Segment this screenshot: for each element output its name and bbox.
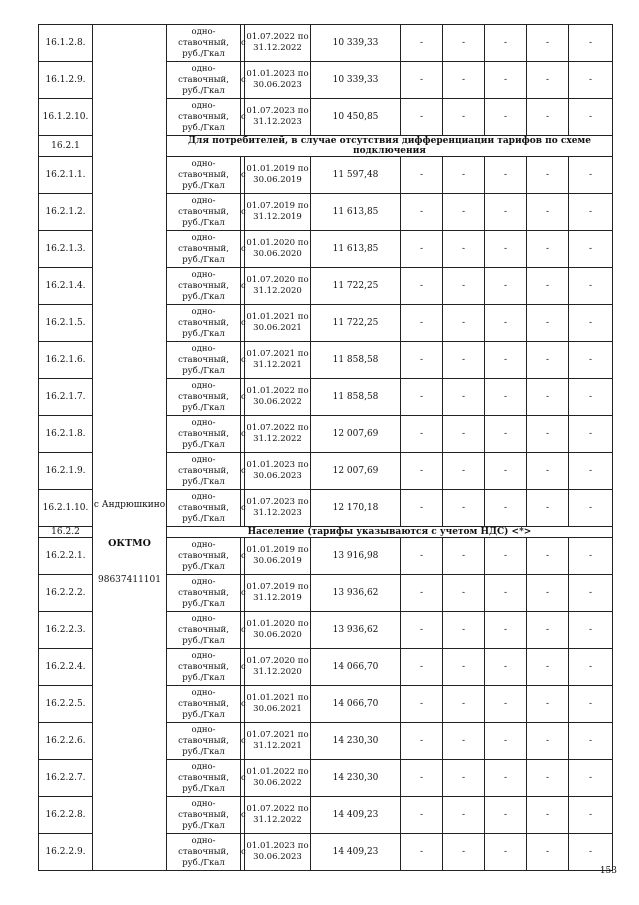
empty-value-cell: - xyxy=(401,99,443,136)
rate-type: одно-ставочный, руб./Гкал xyxy=(167,268,241,305)
empty-value-cell: - xyxy=(527,305,569,342)
tariff-value: 13 936,62 xyxy=(311,575,401,612)
tariff-value: 10 339,33 xyxy=(311,62,401,99)
rate-type: одно-ставочный, руб./Гкал xyxy=(167,194,241,231)
rate-type: одно-ставочный, руб./Гкал xyxy=(167,25,241,62)
period-prefix: с xyxy=(241,686,245,723)
empty-value-cell: - xyxy=(443,25,485,62)
row-number: 16.2.1.7. xyxy=(39,379,93,416)
row-number: 16.2.1.5. xyxy=(39,305,93,342)
empty-value-cell: - xyxy=(443,834,485,871)
rate-type: одно-ставочный, руб./Гкал xyxy=(167,723,241,760)
tariff-value: 11 613,85 xyxy=(311,231,401,268)
empty-value-cell: - xyxy=(485,194,527,231)
rate-type: одно-ставочный, руб./Гкал xyxy=(167,575,241,612)
empty-value-cell: - xyxy=(527,157,569,194)
period-prefix: с xyxy=(241,194,245,231)
tariff-value: 14 409,23 xyxy=(311,797,401,834)
tariff-value: 11 858,58 xyxy=(311,342,401,379)
empty-value-cell: - xyxy=(527,379,569,416)
period-prefix: с xyxy=(241,649,245,686)
empty-value-cell: - xyxy=(569,797,613,834)
empty-value-cell: - xyxy=(527,231,569,268)
empty-value-cell: - xyxy=(527,416,569,453)
tariff-value: 10 339,33 xyxy=(311,25,401,62)
empty-value-cell: - xyxy=(485,268,527,305)
rate-type: одно-ставочный, руб./Гкал xyxy=(167,649,241,686)
rate-type: одно-ставочный, руб./Гкал xyxy=(167,379,241,416)
period-dates: 01.01.2019 по 30.06.2019 xyxy=(245,538,311,575)
rate-type: одно-ставочный, руб./Гкал xyxy=(167,760,241,797)
empty-value-cell: - xyxy=(443,342,485,379)
section-number: 16.2.2 xyxy=(39,527,93,538)
period-dates: 01.07.2020 по 31.12.2020 xyxy=(245,649,311,686)
period-prefix: с xyxy=(241,490,245,527)
empty-value-cell: - xyxy=(401,490,443,527)
empty-value-cell: - xyxy=(401,231,443,268)
empty-value-cell: - xyxy=(401,157,443,194)
period-prefix: с xyxy=(241,453,245,490)
empty-value-cell: - xyxy=(443,612,485,649)
empty-value-cell: - xyxy=(401,649,443,686)
section-title: Для потребителей, в случае отсутствия дифференциации тарифов по схеме подключения xyxy=(167,136,613,157)
rate-type: одно-ставочный, руб./Гкал xyxy=(167,834,241,871)
oktmo-code: 98637411101 xyxy=(98,574,161,585)
empty-value-cell: - xyxy=(401,342,443,379)
period-prefix: с xyxy=(241,538,245,575)
period-dates: 01.01.2021 по 30.06.2021 xyxy=(245,305,311,342)
page-number: 153 xyxy=(599,866,617,876)
row-number: 16.2.2.1. xyxy=(39,538,93,575)
empty-value-cell: - xyxy=(527,25,569,62)
period-dates: 01.07.2022 по 31.12.2022 xyxy=(245,416,311,453)
empty-value-cell: - xyxy=(569,649,613,686)
empty-value-cell: - xyxy=(443,99,485,136)
empty-value-cell: - xyxy=(569,416,613,453)
empty-value-cell: - xyxy=(569,342,613,379)
empty-value-cell: - xyxy=(569,686,613,723)
empty-value-cell: - xyxy=(527,575,569,612)
tariff-row xyxy=(39,25,613,62)
tariff-value: 12 170,18 xyxy=(311,490,401,527)
empty-value-cell: - xyxy=(401,538,443,575)
empty-value-cell: - xyxy=(485,575,527,612)
row-number: 16.1.2.8. xyxy=(39,25,93,62)
period-prefix: с xyxy=(241,342,245,379)
row-number: 16.2.2.3. xyxy=(39,612,93,649)
period-prefix: с xyxy=(241,25,245,62)
section-title: Население (тарифы указываются с учетом НДС) <*> xyxy=(167,527,613,538)
period-prefix: с xyxy=(241,99,245,136)
empty-value-cell: - xyxy=(443,62,485,99)
empty-value-cell: - xyxy=(569,231,613,268)
row-number: 16.2.2.2. xyxy=(39,575,93,612)
row-number: 16.2.1.3. xyxy=(39,231,93,268)
rate-type: одно-ставочный, руб./Гкал xyxy=(167,62,241,99)
empty-value-cell: - xyxy=(569,760,613,797)
empty-value-cell: - xyxy=(443,686,485,723)
period-prefix: с xyxy=(241,797,245,834)
period-dates: 01.01.2023 по 30.06.2023 xyxy=(245,62,311,99)
row-number: 16.2.1.8. xyxy=(39,416,93,453)
empty-value-cell: - xyxy=(485,305,527,342)
period-prefix: с xyxy=(241,62,245,99)
empty-value-cell: - xyxy=(485,686,527,723)
period-prefix: с xyxy=(241,575,245,612)
empty-value-cell: - xyxy=(569,268,613,305)
period-prefix: с xyxy=(241,612,245,649)
municipality-cell xyxy=(93,25,167,871)
empty-value-cell: - xyxy=(569,575,613,612)
period-prefix: с xyxy=(241,268,245,305)
empty-value-cell: - xyxy=(527,490,569,527)
empty-value-cell: - xyxy=(485,538,527,575)
empty-value-cell: - xyxy=(485,25,527,62)
period-dates: 01.07.2019 по 31.12.2019 xyxy=(245,194,311,231)
empty-value-cell: - xyxy=(569,305,613,342)
municipality-block xyxy=(93,28,166,868)
empty-value-cell: - xyxy=(485,834,527,871)
empty-value-cell: - xyxy=(401,453,443,490)
empty-value-cell: - xyxy=(527,62,569,99)
empty-value-cell: - xyxy=(401,25,443,62)
empty-value-cell: - xyxy=(401,194,443,231)
period-prefix: с xyxy=(241,723,245,760)
empty-value-cell: - xyxy=(485,99,527,136)
empty-value-cell: - xyxy=(485,453,527,490)
rate-type: одно-ставочный, руб./Гкал xyxy=(167,342,241,379)
empty-value-cell: - xyxy=(527,342,569,379)
empty-value-cell: - xyxy=(569,834,613,871)
period-dates: 01.07.2021 по 31.12.2021 xyxy=(245,723,311,760)
empty-value-cell: - xyxy=(485,157,527,194)
empty-value-cell: - xyxy=(401,575,443,612)
period-prefix: с xyxy=(241,157,245,194)
empty-value-cell: - xyxy=(485,797,527,834)
period-dates: 01.01.2020 по 30.06.2020 xyxy=(245,612,311,649)
empty-value-cell: - xyxy=(485,723,527,760)
empty-value-cell: - xyxy=(485,379,527,416)
empty-value-cell: - xyxy=(443,416,485,453)
period-prefix: с xyxy=(241,416,245,453)
empty-value-cell: - xyxy=(569,612,613,649)
tariff-value: 14 066,70 xyxy=(311,686,401,723)
tariff-value: 11 722,25 xyxy=(311,305,401,342)
empty-value-cell: - xyxy=(401,760,443,797)
period-prefix: с xyxy=(241,834,245,871)
tariff-value: 13 936,62 xyxy=(311,612,401,649)
rate-type: одно-ставочный, руб./Гкал xyxy=(167,686,241,723)
empty-value-cell: - xyxy=(569,62,613,99)
empty-value-cell: - xyxy=(485,342,527,379)
rate-type: одно-ставочный, руб./Гкал xyxy=(167,797,241,834)
empty-value-cell: - xyxy=(527,760,569,797)
empty-value-cell: - xyxy=(401,686,443,723)
empty-value-cell: - xyxy=(569,453,613,490)
period-dates: 01.07.2023 по 31.12.2023 xyxy=(245,490,311,527)
tariff-value: 12 007,69 xyxy=(311,416,401,453)
period-prefix: с xyxy=(241,379,245,416)
empty-value-cell: - xyxy=(485,416,527,453)
empty-value-cell: - xyxy=(485,649,527,686)
empty-value-cell: - xyxy=(569,379,613,416)
tariff-value: 12 007,69 xyxy=(311,453,401,490)
empty-value-cell: - xyxy=(443,723,485,760)
empty-value-cell: - xyxy=(443,305,485,342)
rate-type: одно-ставочный, руб./Гкал xyxy=(167,490,241,527)
empty-value-cell: - xyxy=(527,194,569,231)
period-dates: 01.01.2023 по 30.06.2023 xyxy=(245,834,311,871)
empty-value-cell: - xyxy=(485,612,527,649)
empty-value-cell: - xyxy=(569,99,613,136)
rate-type: одно-ставочный, руб./Гкал xyxy=(167,612,241,649)
period-dates: 01.07.2019 по 31.12.2019 xyxy=(245,575,311,612)
period-dates: 01.01.2021 по 30.06.2021 xyxy=(245,686,311,723)
rate-type: одно-ставочный, руб./Гкал xyxy=(167,157,241,194)
rate-type: одно-ставочный, руб./Гкал xyxy=(167,453,241,490)
row-number: 16.2.1.9. xyxy=(39,453,93,490)
period-prefix: с xyxy=(241,760,245,797)
tariff-value: 11 722,25 xyxy=(311,268,401,305)
period-dates: 01.07.2022 по 31.12.2022 xyxy=(245,25,311,62)
tariff-value: 14 409,23 xyxy=(311,834,401,871)
row-number: 16.2.2.5. xyxy=(39,686,93,723)
rate-type: одно-ставочный, руб./Гкал xyxy=(167,231,241,268)
period-dates: 01.07.2022 по 31.12.2022 xyxy=(245,797,311,834)
empty-value-cell: - xyxy=(401,62,443,99)
empty-value-cell: - xyxy=(569,194,613,231)
period-dates: 01.01.2019 по 30.06.2019 xyxy=(245,157,311,194)
period-dates: 01.01.2022 по 30.06.2022 xyxy=(245,760,311,797)
period-prefix: с xyxy=(241,305,245,342)
period-dates: 01.07.2023 по 31.12.2023 xyxy=(245,99,311,136)
empty-value-cell: - xyxy=(401,379,443,416)
row-number: 16.1.2.10. xyxy=(39,99,93,136)
empty-value-cell: - xyxy=(527,99,569,136)
empty-value-cell: - xyxy=(527,649,569,686)
empty-value-cell: - xyxy=(527,723,569,760)
empty-value-cell: - xyxy=(401,797,443,834)
empty-value-cell: - xyxy=(443,194,485,231)
row-number: 16.2.1.1. xyxy=(39,157,93,194)
empty-value-cell: - xyxy=(443,575,485,612)
tariff-value: 11 613,85 xyxy=(311,194,401,231)
empty-value-cell: - xyxy=(485,760,527,797)
empty-value-cell: - xyxy=(443,760,485,797)
empty-value-cell: - xyxy=(443,453,485,490)
tariff-value: 14 066,70 xyxy=(311,649,401,686)
tariff-value: 10 450,85 xyxy=(311,99,401,136)
period-dates: 01.01.2022 по 30.06.2022 xyxy=(245,379,311,416)
tariff-table xyxy=(38,24,613,871)
empty-value-cell: - xyxy=(401,834,443,871)
empty-value-cell: - xyxy=(527,797,569,834)
empty-value-cell: - xyxy=(443,379,485,416)
empty-value-cell: - xyxy=(443,157,485,194)
rate-type: одно-ставочный, руб./Гкал xyxy=(167,305,241,342)
period-dates: 01.01.2023 по 30.06.2023 xyxy=(245,453,311,490)
rate-type: одно-ставочный, руб./Гкал xyxy=(167,416,241,453)
row-number: 16.2.2.7. xyxy=(39,760,93,797)
empty-value-cell: - xyxy=(569,490,613,527)
settlement-name: с Андрюшкино xyxy=(93,499,166,510)
empty-value-cell: - xyxy=(485,490,527,527)
empty-value-cell: - xyxy=(401,305,443,342)
empty-value-cell: - xyxy=(527,538,569,575)
empty-value-cell: - xyxy=(569,25,613,62)
row-number: 16.2.1.6. xyxy=(39,342,93,379)
empty-value-cell: - xyxy=(443,268,485,305)
period-dates: 01.07.2020 по 31.12.2020 xyxy=(245,268,311,305)
period-dates: 01.07.2021 по 31.12.2021 xyxy=(245,342,311,379)
empty-value-cell: - xyxy=(569,723,613,760)
row-number: 16.2.2.6. xyxy=(39,723,93,760)
rate-type: одно-ставочный, руб./Гкал xyxy=(167,99,241,136)
empty-value-cell: - xyxy=(443,231,485,268)
empty-value-cell: - xyxy=(569,157,613,194)
period-dates: 01.01.2020 по 30.06.2020 xyxy=(245,231,311,268)
empty-value-cell: - xyxy=(443,490,485,527)
tariff-value: 11 858,58 xyxy=(311,379,401,416)
empty-value-cell: - xyxy=(485,62,527,99)
tariff-value: 13 916,98 xyxy=(311,538,401,575)
section-number: 16.2.1 xyxy=(39,136,93,157)
empty-value-cell: - xyxy=(485,231,527,268)
row-number: 16.2.2.4. xyxy=(39,649,93,686)
empty-value-cell: - xyxy=(527,453,569,490)
empty-value-cell: - xyxy=(443,797,485,834)
empty-value-cell: - xyxy=(443,538,485,575)
tariff-value: 11 597,48 xyxy=(311,157,401,194)
empty-value-cell: - xyxy=(401,416,443,453)
row-number: 16.2.1.4. xyxy=(39,268,93,305)
rate-type: одно-ставочный, руб./Гкал xyxy=(167,538,241,575)
empty-value-cell: - xyxy=(569,538,613,575)
empty-value-cell: - xyxy=(401,268,443,305)
empty-value-cell: - xyxy=(527,686,569,723)
empty-value-cell: - xyxy=(401,612,443,649)
empty-value-cell: - xyxy=(527,612,569,649)
row-number: 16.2.1.10. xyxy=(39,490,93,527)
empty-value-cell: - xyxy=(527,268,569,305)
empty-value-cell: - xyxy=(401,723,443,760)
row-number: 16.1.2.9. xyxy=(39,62,93,99)
empty-value-cell: - xyxy=(443,649,485,686)
row-number: 16.2.2.8. xyxy=(39,797,93,834)
tariff-value: 14 230,30 xyxy=(311,760,401,797)
empty-value-cell: - xyxy=(527,834,569,871)
period-prefix: с xyxy=(241,231,245,268)
tariff-value: 14 230,30 xyxy=(311,723,401,760)
row-number: 16.2.2.9. xyxy=(39,834,93,871)
row-number: 16.2.1.2. xyxy=(39,194,93,231)
oktmo-label: ОКТМО xyxy=(108,537,151,549)
